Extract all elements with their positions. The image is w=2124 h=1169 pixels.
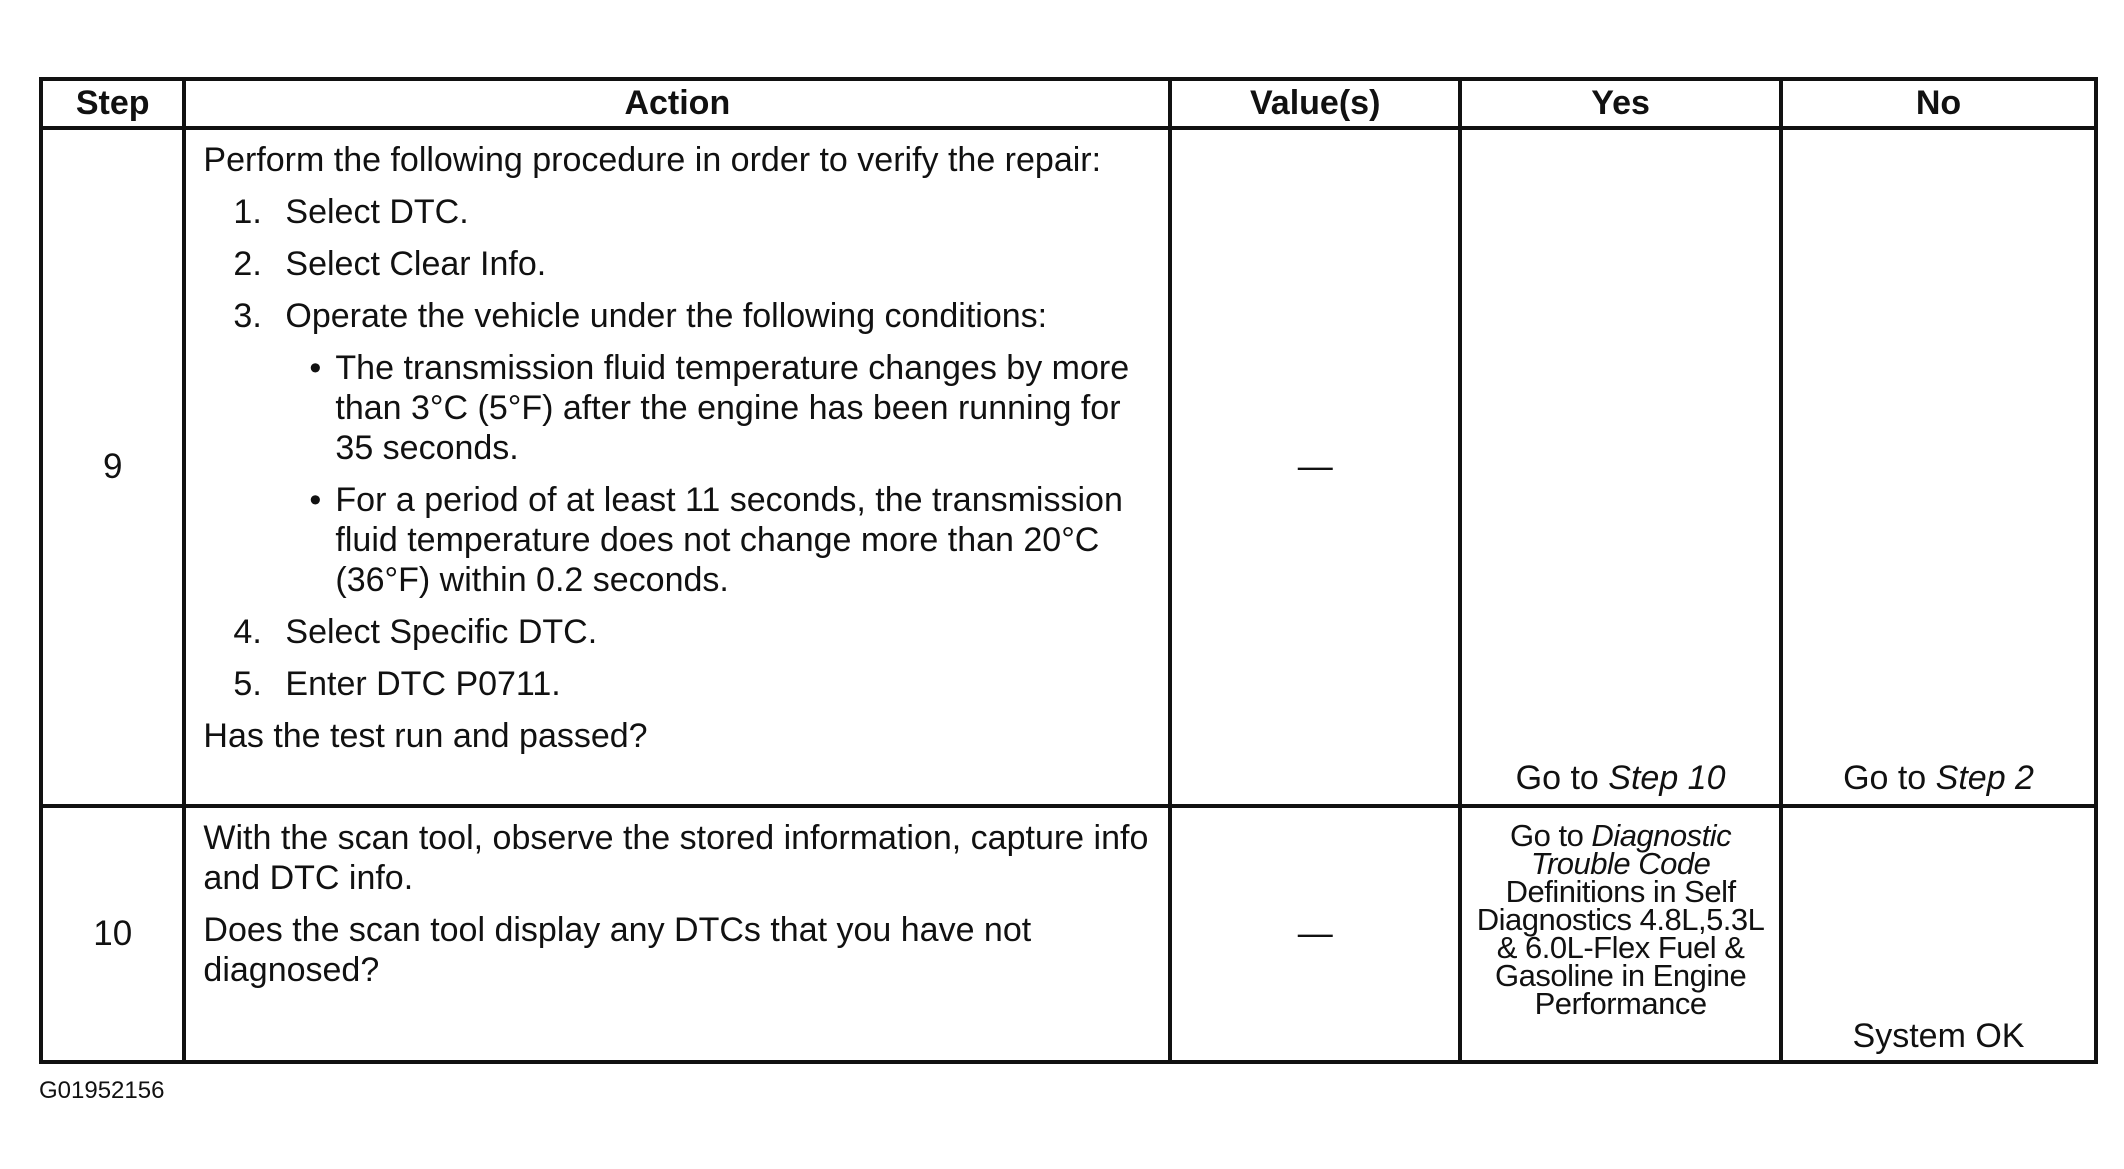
figure-id: G01952156: [39, 1077, 165, 1104]
step-index: 5.: [233, 665, 262, 703]
action-cell: [184, 806, 1170, 1062]
header-action: Action: [184, 79, 1170, 128]
step-text: Select Specific DTC.: [285, 613, 598, 651]
procedure-step: [233, 192, 1154, 232]
procedure-steps: [203, 192, 1154, 704]
action-cell: [184, 128, 1170, 806]
header-step: Step: [41, 79, 184, 128]
procedure-step: [233, 664, 1154, 704]
header-no: No: [1781, 79, 2096, 128]
step-text: Operate the vehicle under the following conditions:: [285, 297, 1048, 335]
no-prefix: Go to: [1843, 759, 1936, 797]
procedure-step: [233, 296, 1154, 600]
no-cell: System OK: [1781, 806, 2096, 1062]
yes-link[interactable]: Step 10: [1608, 759, 1726, 797]
yes-prefix: Go to: [1515, 759, 1609, 797]
step-index: 4.: [233, 613, 262, 651]
step-number: 10: [41, 806, 184, 1062]
yes-cell: [1460, 806, 1781, 1062]
value-cell: —: [1170, 806, 1460, 1062]
step-number: 9: [41, 128, 184, 806]
step-index: 3.: [233, 297, 262, 335]
no-cell: [1781, 128, 2096, 806]
procedure-step: [233, 244, 1154, 284]
condition-item: [309, 480, 1154, 600]
condition-text: The transmission fluid temperature changes by more than 3°C (5°F) after the engine has been running for 35 seconds.: [335, 349, 1130, 467]
table-row-step-10: [41, 806, 2096, 1062]
yes-prefix: Go to: [1509, 818, 1592, 853]
yes-cell: [1460, 128, 1781, 806]
step-text: Select Clear Info.: [285, 245, 547, 283]
action-question: Does the scan tool display any DTCs that you have not diagnosed?: [203, 911, 1032, 989]
header-yes: Yes: [1460, 79, 1781, 128]
action-intro: With the scan tool, observe the stored information, capture info and DTC info.: [203, 819, 1149, 897]
table-row-step-9: [41, 128, 2096, 806]
action-intro: Perform the following procedure in order to verify the repair:: [203, 141, 1102, 179]
procedure-step: [233, 612, 1154, 652]
yes-suffix: Definitions in Self Diagnostics 4.8L,5.3L & 6.0L-Flex Fuel & Gasoline in Engine Performance: [1476, 874, 1765, 1021]
action-question: Has the test run and passed?: [203, 717, 648, 755]
header-values: Value(s): [1170, 79, 1460, 128]
bullet-icon: •: [309, 349, 322, 387]
step-index: 1.: [233, 193, 262, 231]
step-text: Select DTC.: [285, 193, 469, 231]
no-link[interactable]: Step 2: [1935, 759, 2034, 797]
bullet-icon: •: [309, 481, 322, 519]
condition-item: [309, 348, 1154, 468]
step-index: 2.: [233, 245, 262, 283]
condition-text: For a period of at least 11 seconds, the transmission fluid temperature does not change more than 20°C (36°F) within 0.2 seconds.: [335, 481, 1123, 599]
diagnostic-table: [39, 77, 2098, 1064]
step-text: Enter DTC P0711.: [285, 665, 561, 703]
value-cell: —: [1170, 128, 1460, 806]
header-row: [41, 79, 2096, 128]
condition-list: [285, 348, 1154, 600]
yes-link[interactable]: Diagnostic Trouble Code: [1530, 818, 1732, 881]
